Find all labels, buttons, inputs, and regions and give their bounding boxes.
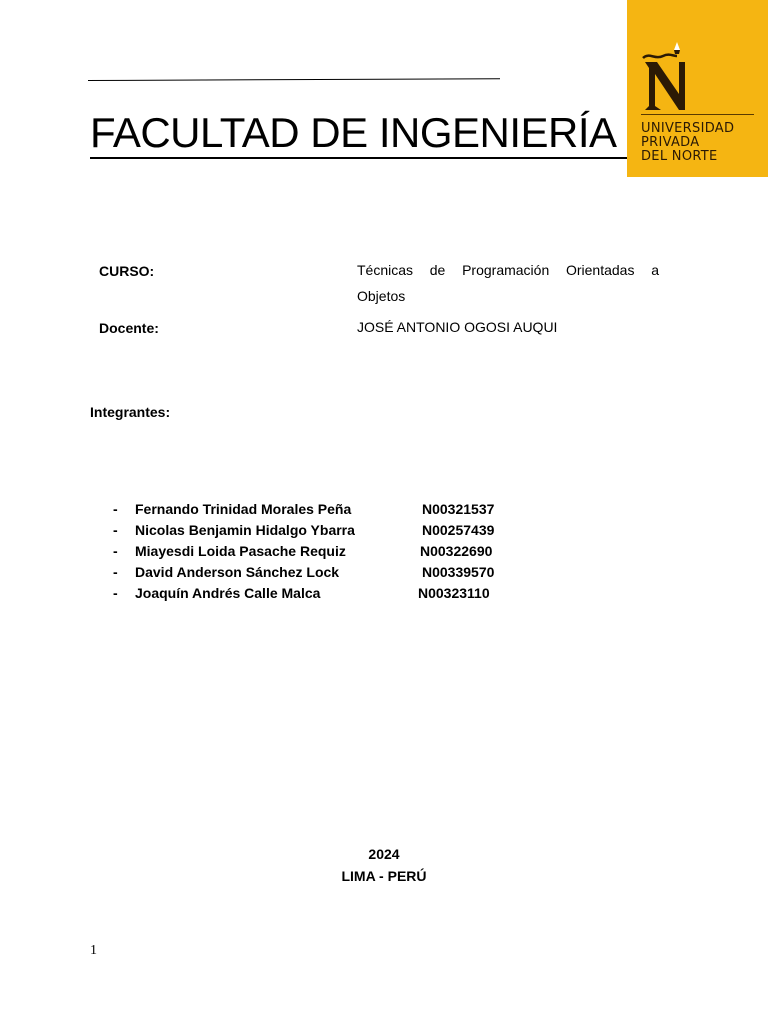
title-underline (90, 157, 627, 159)
member-bullet: - (113, 543, 118, 559)
logo-wordmark (641, 122, 734, 164)
university-logo (627, 0, 768, 177)
top-rule (88, 78, 500, 81)
member-code: N00321537 (422, 501, 495, 517)
member-code: N00322690 (420, 543, 493, 559)
page-number: 1 (90, 943, 97, 958)
member-bullet: - (113, 564, 118, 580)
member-code: N00323110 (418, 585, 490, 601)
member-bullet: - (113, 585, 118, 601)
teacher-label: Docente: (99, 320, 159, 336)
member-name: Nicolas Benjamin Hidalgo Ybarra (135, 522, 355, 538)
university-logo-icon (641, 38, 695, 112)
logo-line-1: UNIVERSIDAD (641, 121, 735, 136)
course-value-line-2: Objetos (357, 288, 406, 304)
teacher-value: JOSÉ ANTONIO OGOSI AUQUI (357, 319, 558, 335)
footer-year: 2024 (368, 846, 400, 862)
member-name: Joaquín Andrés Calle Malca (135, 585, 321, 601)
course-value-line-1: Técnicas de Programación Orientadas a (357, 262, 659, 278)
member-name: David Anderson Sánchez Lock (135, 564, 340, 580)
member-bullet: - (113, 501, 118, 517)
logo-line-2: PRIVADA (641, 135, 700, 150)
member-bullet: - (113, 522, 118, 538)
member-name: Fernando Trinidad Morales Peña (135, 501, 352, 517)
logo-divider (641, 114, 754, 115)
faculty-title: FACULTAD DE INGENIERÍA (90, 109, 617, 156)
course-value (357, 257, 659, 309)
member-name: Miayesdi Loida Pasache Requiz (135, 543, 346, 559)
footer-city: LIMA - PERÚ (341, 868, 427, 884)
member-code: N00339570 (422, 564, 495, 580)
members-heading: Integrantes: (90, 404, 171, 420)
course-label: CURSO: (99, 263, 155, 279)
member-code: N00257439 (422, 522, 495, 538)
logo-line-3: DEL NORTE (641, 149, 718, 164)
